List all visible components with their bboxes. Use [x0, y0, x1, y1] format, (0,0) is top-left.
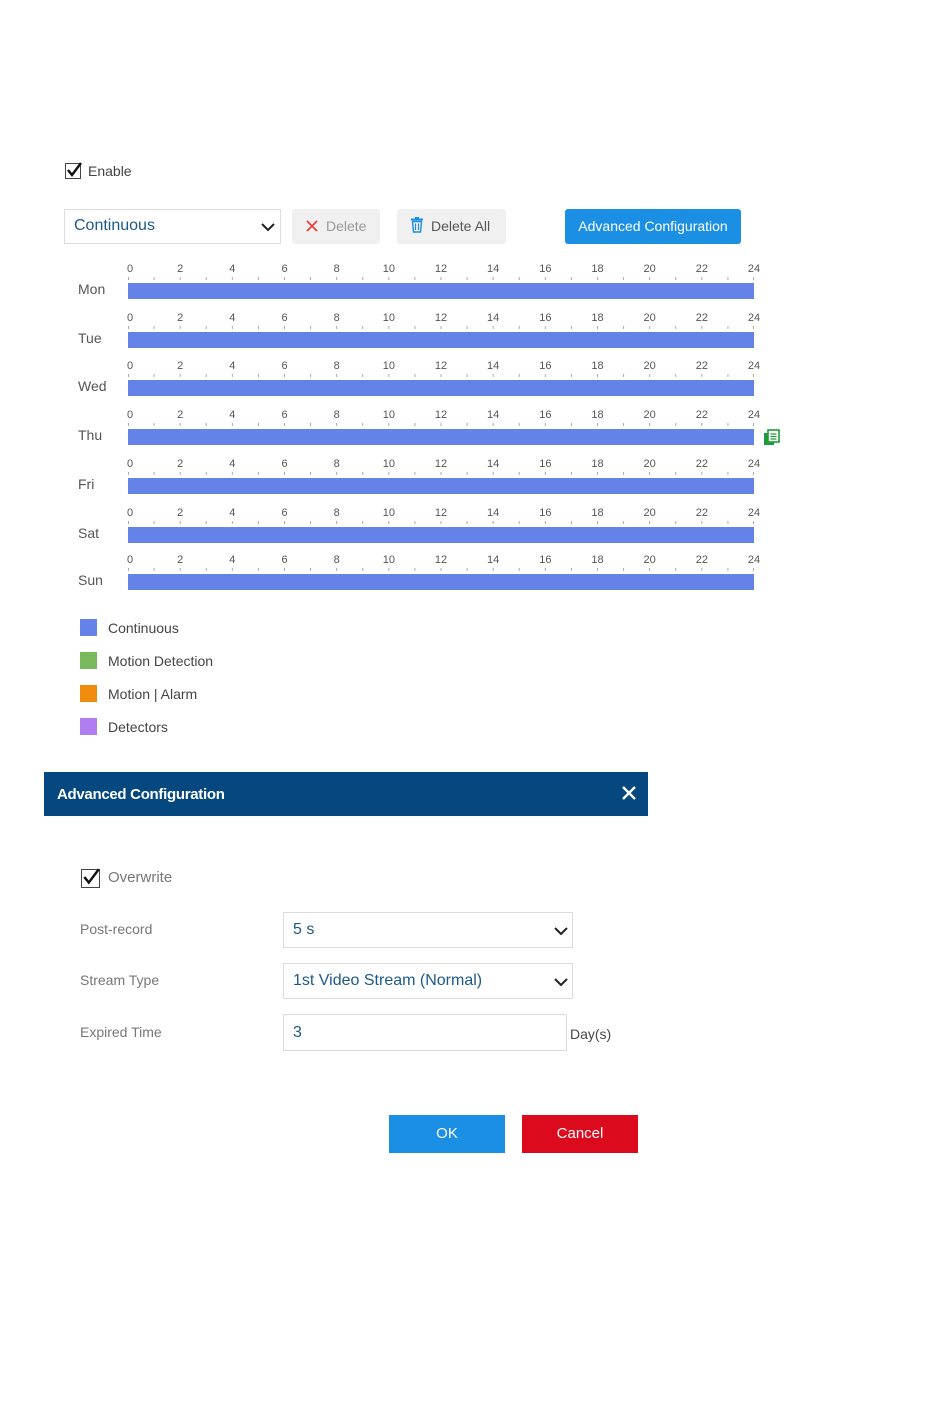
chevron-down-icon [553, 923, 569, 939]
hour-tick-label: 0 [126, 312, 134, 324]
schedule-bar-sat[interactable] [128, 527, 754, 543]
day-label: Mon [78, 281, 106, 297]
hour-tick-label: 16 [539, 263, 552, 275]
ok-button[interactable] [389, 1115, 505, 1153]
hour-tick-label: 24 [747, 360, 761, 372]
schedule-bar-sun[interactable] [128, 574, 754, 590]
hour-tick-label: 24 [747, 263, 761, 275]
post-record-value: 5 s [293, 921, 315, 938]
schedule-bar-mon[interactable] [128, 283, 754, 299]
hour-tick-label: 24 [747, 409, 761, 421]
legend-swatch-motion-alarm [80, 685, 97, 702]
hour-tick-label: 20 [643, 312, 656, 324]
checkmark-icon [81, 867, 101, 887]
legend-label-motion-alarm: Motion | Alarm [108, 686, 198, 702]
schedule-bar-tue[interactable] [128, 332, 754, 348]
hour-tick-label: 4 [229, 554, 236, 566]
copy-schedule-icon[interactable] [763, 429, 780, 446]
legend-swatch-motion-detection [80, 652, 97, 669]
hour-tick-label: 6 [281, 312, 288, 324]
post-record-label: Post-record [80, 921, 153, 937]
expired-time-unit: Day(s) [570, 1026, 612, 1042]
legend-swatch-continuous [80, 619, 97, 636]
enable-label: Enable [88, 163, 132, 179]
hour-tick-label: 16 [539, 409, 552, 421]
hour-tick-label: 2 [177, 409, 184, 421]
hour-tick-label: 10 [382, 312, 395, 324]
legend-label-motion-detection: Motion Detection [108, 653, 214, 669]
dialog-title: Advanced Configuration [57, 786, 225, 803]
hour-ruler [128, 326, 754, 329]
hour-tick-label: 2 [177, 507, 184, 519]
hour-tick-label: 24 [747, 312, 761, 324]
post-record-select[interactable] [283, 912, 573, 948]
expired-time-value: 3 [293, 1024, 302, 1041]
hour-tick-label: 4 [229, 458, 236, 470]
hour-tick-label: 14 [487, 409, 500, 421]
ok-label: OK [436, 1125, 458, 1142]
hour-tick-label: 6 [281, 554, 288, 566]
hour-tick-label: 6 [281, 458, 288, 470]
schedule-bar-wed[interactable] [128, 380, 754, 396]
stream-type-label: Stream Type [80, 972, 160, 988]
hour-ruler [128, 374, 754, 377]
expired-time-input[interactable] [283, 1014, 567, 1051]
dialog-header [44, 772, 648, 816]
hour-tick-label: 0 [126, 360, 134, 372]
hour-tick-label: 0 [126, 507, 134, 519]
hour-tick-label: 12 [434, 312, 448, 324]
close-icon[interactable] [620, 784, 638, 802]
hour-tick-label: 6 [281, 263, 288, 275]
advanced-configuration-button[interactable] [565, 209, 741, 244]
hour-tick-label: 2 [177, 312, 184, 324]
day-label: Thu [78, 427, 103, 443]
hour-tick-label: 14 [487, 507, 500, 519]
hour-ruler [128, 423, 754, 426]
day-label: Wed [78, 378, 107, 394]
hour-tick-label: 0 [126, 554, 134, 566]
hour-tick-label: 4 [229, 360, 236, 372]
hour-tick-label: 16 [539, 458, 552, 470]
hour-tick-label: 8 [333, 554, 340, 566]
hour-tick-label: 20 [643, 458, 656, 470]
hour-tick-label: 0 [126, 458, 134, 470]
hour-tick-label: 16 [539, 554, 552, 566]
close-icon [305, 219, 319, 233]
hour-tick-label: 8 [333, 458, 340, 470]
hour-tick-label: 12 [434, 360, 448, 372]
chevron-down-icon [260, 219, 276, 235]
hour-tick-label: 0 [126, 409, 134, 421]
hour-tick-label: 22 [695, 554, 708, 566]
hour-tick-label: 16 [539, 360, 552, 372]
record-type-value: Continuous [74, 217, 155, 234]
advanced-configuration-label: Advanced Configuration [578, 218, 728, 234]
hour-tick-label: 12 [434, 409, 448, 421]
hour-tick-label: 12 [434, 458, 448, 470]
hour-tick-label: 8 [333, 409, 340, 421]
hour-tick-label: 10 [382, 360, 395, 372]
hour-tick-label: 20 [643, 507, 656, 519]
day-label: Sun [78, 572, 103, 588]
hour-tick-label: 8 [333, 312, 340, 324]
hour-tick-label: 10 [382, 263, 395, 275]
overwrite-label: Overwrite [108, 869, 173, 886]
hour-tick-label: 14 [487, 360, 500, 372]
day-label: Fri [78, 476, 95, 492]
hour-tick-label: 16 [539, 312, 552, 324]
hour-ruler [128, 521, 754, 524]
delete-all-button[interactable] [397, 209, 506, 244]
schedule-bar-fri[interactable] [128, 478, 754, 494]
record-type-select[interactable] [64, 209, 281, 244]
hour-tick-label: 8 [333, 360, 340, 372]
cancel-label: Cancel [556, 1125, 604, 1142]
trash-icon [410, 217, 424, 233]
hour-tick-label: 20 [643, 360, 656, 372]
legend-swatch-detectors [80, 718, 97, 735]
delete-all-label: Delete All [431, 218, 491, 234]
hour-tick-label: 10 [382, 507, 395, 519]
hour-tick-label: 22 [695, 360, 708, 372]
schedule-bar-thu[interactable] [128, 429, 754, 445]
hour-tick-label: 22 [695, 507, 708, 519]
hour-tick-label: 20 [643, 409, 656, 421]
hour-tick-label: 2 [177, 554, 184, 566]
hour-tick-label: 18 [591, 554, 604, 566]
stream-type-value: 1st Video Stream (Normal) [293, 972, 483, 989]
hour-tick-label: 20 [643, 554, 656, 566]
hour-tick-label: 20 [643, 263, 656, 275]
delete-button[interactable] [292, 209, 380, 244]
delete-label: Delete [326, 218, 367, 234]
hour-tick-label: 18 [591, 458, 604, 470]
legend-label-detectors: Detectors [108, 719, 168, 735]
hour-tick-label: 2 [177, 360, 184, 372]
hour-tick-label: 14 [487, 312, 500, 324]
hour-tick-label: 12 [434, 263, 448, 275]
expired-time-label: Expired Time [80, 1024, 162, 1040]
hour-tick-label: 6 [281, 360, 288, 372]
hour-ruler [128, 568, 754, 571]
hour-tick-label: 8 [333, 263, 340, 275]
hour-tick-label: 24 [747, 507, 761, 519]
hour-ruler [128, 472, 754, 475]
hour-tick-label: 24 [747, 554, 761, 566]
hour-tick-label: 14 [487, 263, 500, 275]
hour-tick-label: 22 [695, 263, 708, 275]
hour-tick-label: 12 [434, 507, 448, 519]
hour-tick-label: 6 [281, 409, 288, 421]
hour-tick-label: 14 [487, 554, 500, 566]
hour-tick-label: 18 [591, 312, 604, 324]
hour-tick-label: 12 [434, 554, 448, 566]
legend-label-continuous: Continuous [108, 620, 179, 636]
day-label: Sat [78, 525, 100, 541]
stream-type-select[interactable] [283, 963, 573, 999]
overwrite-checkbox[interactable] [81, 869, 100, 888]
hour-tick-label: 4 [229, 312, 236, 324]
hour-tick-label: 18 [591, 263, 604, 275]
hour-tick-label: 2 [177, 263, 184, 275]
cancel-button[interactable] [522, 1115, 638, 1153]
hour-tick-label: 18 [591, 360, 604, 372]
hour-tick-label: 22 [695, 458, 708, 470]
hour-tick-label: 10 [382, 554, 395, 566]
hour-tick-label: 10 [382, 409, 395, 421]
hour-tick-label: 18 [591, 507, 604, 519]
checkmark-icon [65, 161, 83, 179]
hour-tick-label: 2 [177, 458, 184, 470]
hour-ruler [128, 277, 754, 280]
hour-tick-label: 16 [539, 507, 552, 519]
hour-tick-label: 4 [229, 507, 236, 519]
hour-tick-label: 22 [695, 312, 708, 324]
hour-tick-label: 14 [487, 458, 500, 470]
hour-tick-label: 4 [229, 409, 236, 421]
enable-checkbox[interactable] [65, 163, 81, 179]
hour-tick-label: 18 [591, 409, 604, 421]
hour-tick-label: 6 [281, 507, 288, 519]
hour-tick-label: 10 [382, 458, 395, 470]
chevron-down-icon [553, 974, 569, 990]
hour-tick-label: 0 [126, 263, 134, 275]
hour-tick-label: 24 [747, 458, 761, 470]
hour-tick-label: 8 [333, 507, 340, 519]
hour-tick-label: 4 [229, 263, 236, 275]
day-label: Tue [78, 330, 102, 346]
hour-tick-label: 22 [695, 409, 708, 421]
